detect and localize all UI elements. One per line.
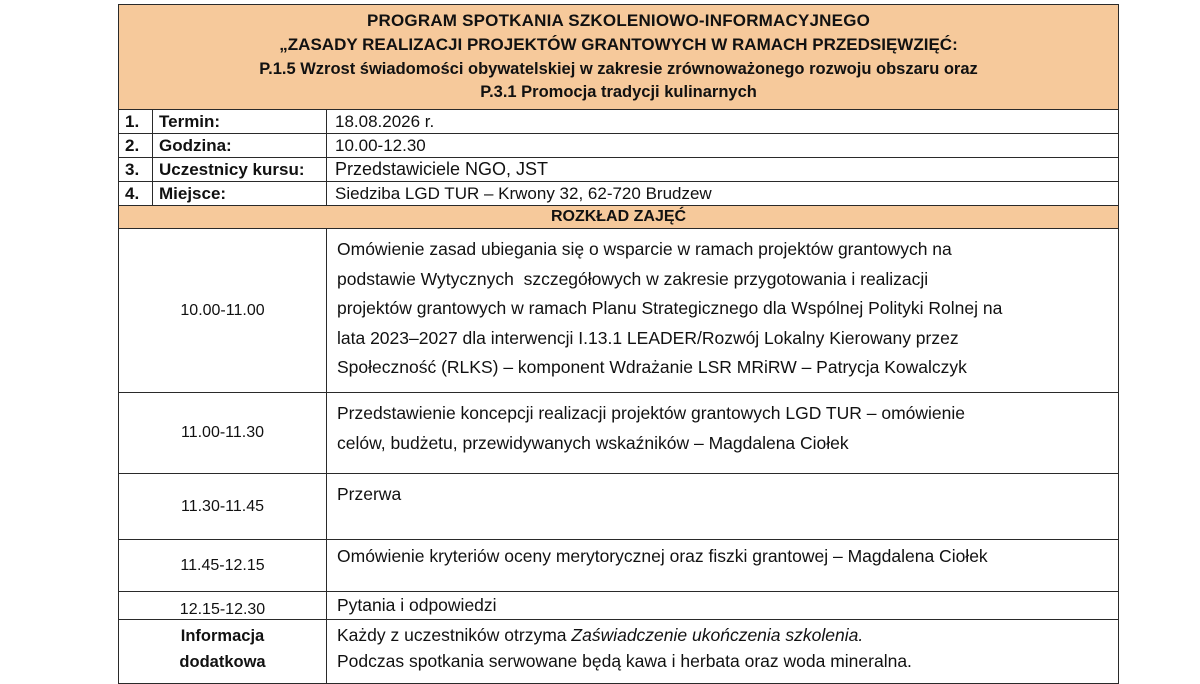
schedule-row (119, 474, 1119, 540)
schedule-row (119, 592, 1119, 620)
info-row-miejsce (119, 182, 1119, 206)
info-label: Termin: (153, 110, 327, 134)
schedule-title: ROZKŁAD ZAJĘĆ (119, 206, 1119, 229)
info-value: 10.00-12.30 (327, 134, 1119, 158)
description-line: lata 2023–2027 dla interwencji I.13.1 LEADER/Rozwój Lokalny Kierowany przez (337, 327, 959, 348)
info-label: Uczestnicy kursu: (153, 158, 327, 182)
schedule-time: 11.00-11.30 (119, 393, 327, 474)
description-line: Przerwa (337, 484, 402, 504)
schedule-description (327, 474, 1119, 540)
header-line-p15: P.1.5 Wzrost świadomości obywatelskiej w zakresie zrównoważonego rozwoju obszaru oraz (259, 60, 978, 78)
info-row-godzina (119, 134, 1119, 158)
schedule-time: 11.45-12.15 (119, 540, 327, 592)
description-line: projektów grantowych w ramach Planu Strategicznego dla Wspólnej Polityki Rolnej na (337, 298, 1003, 318)
label-line: dodatkowa (179, 653, 266, 671)
description-line: celów, budżetu, przewidywanych wskaźników – Magdalena Ciołek (337, 432, 849, 453)
row-number: 2. (119, 134, 153, 158)
info-value: 18.08.2026 r. (327, 110, 1119, 134)
description-line: Omówienie kryteriów oceny merytorycznej oraz fiszki grantowej – Magdalena Ciołek (337, 546, 988, 566)
row-number: 3. (119, 158, 153, 182)
certificate-text: Każdy z uczestników otrzyma (337, 625, 572, 645)
info-label: Miejsce: (153, 182, 327, 206)
row-number: 4. (119, 182, 153, 206)
additional-info-label (119, 620, 327, 684)
info-row-uczestnicy (119, 158, 1119, 182)
additional-info-row (119, 620, 1119, 684)
description-line: podstawie Wytycznych szczegółowych w zakresie przygotowania i realizacji (337, 268, 929, 289)
schedule-description (327, 229, 1119, 393)
certificate-title: Zaświadczenie ukończenia szkolenia. (571, 625, 864, 645)
description-line: Pytania i odpowiedzi (337, 595, 497, 615)
description-line: Społeczność (RLKS) – komponent Wdrażanie LSR MRiRW – Patrycja Kowalczyk (337, 357, 967, 377)
program-header (119, 5, 1119, 110)
description-line: Omówienie zasad ubiegania się o wsparcie w ramach projektów grantowych na (337, 239, 952, 259)
schedule-time: 11.30-11.45 (119, 474, 327, 540)
catering-line: Podczas spotkania serwowane będą kawa i herbata oraz woda mineralna. (337, 651, 912, 671)
header-subtitle: „ZASADY REALIZACJI PROJEKTÓW GRANTOWYCH W RAMACH PRZEDSIĘWZIĘĆ: (279, 35, 958, 54)
schedule-description (327, 393, 1119, 474)
row-number: 1. (119, 110, 153, 134)
schedule-description (327, 540, 1119, 592)
program-table (118, 4, 1119, 684)
schedule-row (119, 229, 1119, 393)
certificate-line (337, 622, 1118, 648)
label-line: Informacja (180, 627, 265, 645)
schedule-row (119, 393, 1119, 474)
schedule-row (119, 540, 1119, 592)
header-line-p31: P.3.1 Promocja tradycji kulinarnych (480, 83, 757, 101)
schedule-description (327, 592, 1119, 620)
schedule-time: 10.00-11.00 (119, 229, 327, 393)
description-line: Przedstawienie koncepcji realizacji projektów grantowych LGD TUR – omówienie (337, 403, 966, 423)
schedule-time: 12.15-12.30 (119, 592, 327, 620)
info-row-termin (119, 110, 1119, 134)
info-value: Przedstawiciele NGO, JST (327, 158, 1119, 182)
header-title: PROGRAM SPOTKANIA SZKOLENIOWO-INFORMACYJNEGO (366, 11, 871, 30)
info-value: Siedziba LGD TUR – Krwony 32, 62-720 Brudzew (327, 182, 1119, 206)
additional-info-text (327, 620, 1119, 684)
info-label: Godzina: (153, 134, 327, 158)
